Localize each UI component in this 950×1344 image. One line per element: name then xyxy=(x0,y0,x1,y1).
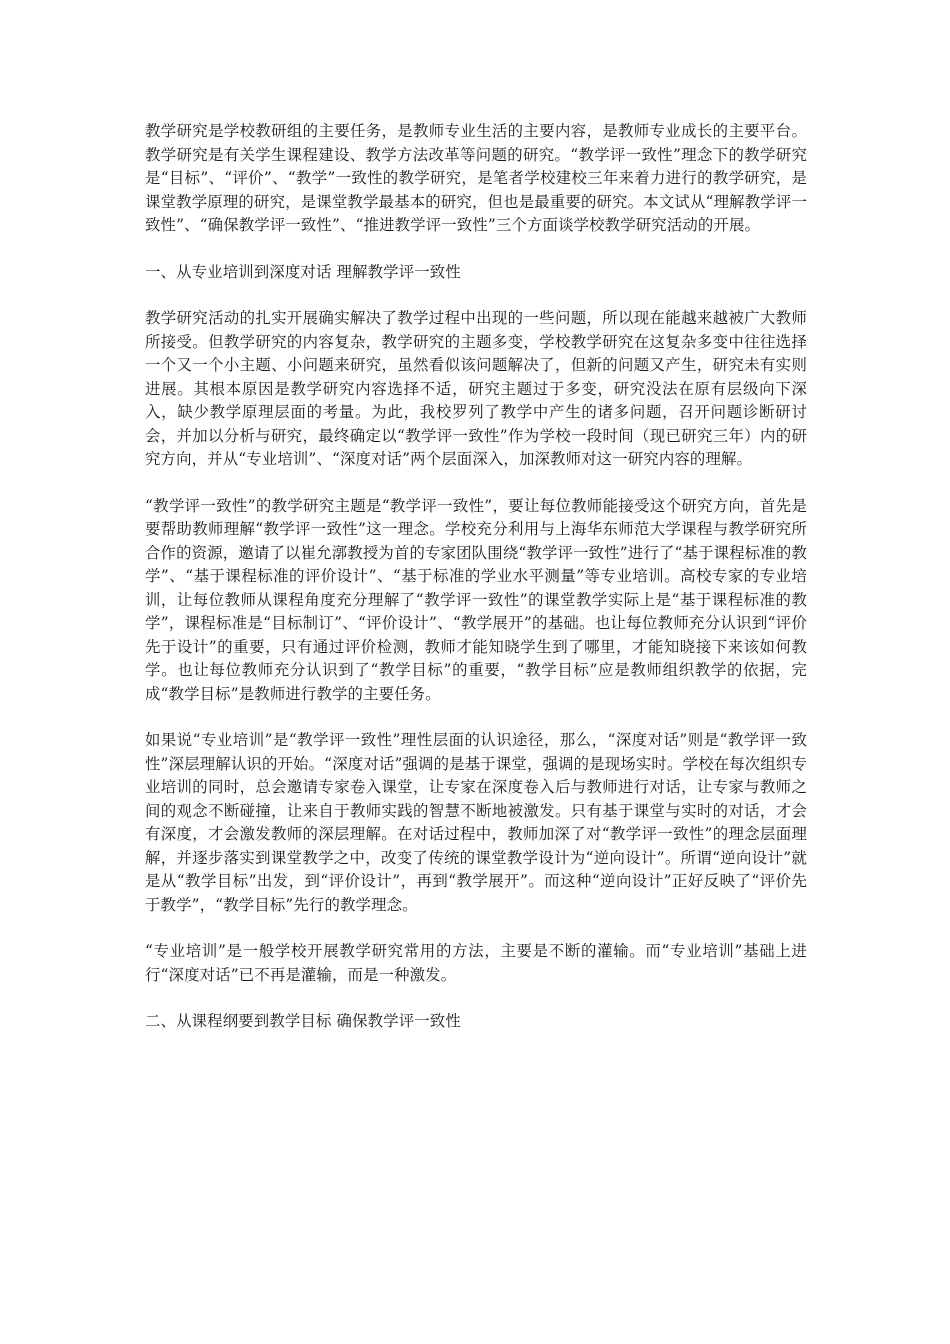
section-1-paragraph-4: “专业培训”是一般学校开展教学研究常用的方法，主要是不断的灌输。而“专业培训”基础上进行“深度对话”已不再是灌输，而是一种激发。 xyxy=(145,942,807,984)
section-1-paragraph-1: 教学研究活动的扎实开展确实解决了教学过程中出现的一些问题，所以现在能越来越被广大教师所接受。但教学研究的内容复杂，教学研究的主题多变，学校教学研究在这复杂多变中往往选择一个又一个小主题、小问题来研究，虽然看似该问题解决了，但新的问题又产生，研究未有实则进展。其根本原因是教学研究内容选择不适，研究主题过于多变，研究没法在原有层级向下深入，缺少教学原理层面的考量。为此，我校罗列了教学中产生的诸多问题，召开问题诊断研讨会，并加以分析与研究，最终确定以“教学评一致性”作为学校一段时间（现已研究三年）内的研究方向，并从“专业培训”、“深度对话”两个层面深入，加深教师对这一研究内容的理解。 xyxy=(145,309,807,468)
section-1-heading: 一、从专业培训到深度对话 理解教学评一致性 xyxy=(145,262,461,281)
section-1-paragraph-2: “教学评一致性”的教学研究主题是“教学评一致性”，要让每位教师能接受这个研究方向，首先是要帮助教师理解“教学评一致性”这一理念。学校充分利用与上海华东师范大学课程与教学研究所合作的资源，邀请了以崔允漷教授为首的专家团队围绕“教学评一致性”进行了“基于课程标准的教学”、“基于课程标准的评价设计”、“基于标准的学业水平测量”等专业培训。高校专家的专业培训，让每位教师从课程角度充分理解了“教学评一致性”的课堂教学实际上是“基于课程标准的教学”，课程标准是“目标制订”、“评价设计”、“教学展开”的基础。也让每位教师充分认识到“评价先于设计”的重要，只有通过评价检测，教师才能知晓学生到了哪里，才能知晓接下来该如何教学。也让每位教师充分认识到了“教学目标”的重要，“教学目标”应是教师组织教学的依据，完成“教学目标”是教师进行教学的主要任务。 xyxy=(145,496,807,703)
document-page xyxy=(145,120,807,1057)
section-2-heading: 二、从课程纲要到教学目标 确保教学评一致性 xyxy=(145,1012,461,1030)
section-1-paragraph-3: 如果说“专业培训”是“教学评一致性”理性层面的认识途径，那么，“深度对话”则是“教学评一致性”深层理解认识的开始。“深度对话”强调的是基于课堂，强调的是现场实时。学校在每次组织专业培训的同时，总会邀请专家卷入课堂，让专家在深度卷入后与教师进行对话，让专家与教师之间的观念不断碰撞，让来自于教师实践的智慧不断地被激发。只有基于课堂与实时的对话，才会有深度，才会激发教师的深层理解。在对话过程中，教师加深了对“教学评一致性”的理念层面理解，并逐步落实到课堂教学之中，改变了传统的课堂教学设计为“逆向设计”。所谓“逆向设计”就是从“教学目标”出发，到“评价设计”，再到“教学展开”。而这种“逆向设计”正好反映了“评价先于教学”，“教学目标”先行的教学理念。 xyxy=(145,731,807,914)
intro-paragraph: 教学研究是学校教研组的主要任务，是教师专业生活的主要内容，是教师专业成长的主要平台。教学研究是有关学生课程建设、教学方法改革等问题的研究。“教学评一致性”理念下的教学研究是“目标”、“评价”、“教学”一致性的教学研究，是笔者学校建校三年来着力进行的教学研究，是课堂教学原理的研究，是课堂教学最基本的研究，但也是最重要的研究。本文试从“理解教学评一致性”、“确保教学评一致性”、“推进教学评一致性”三个方面谈学校教学研究活动的开展。 xyxy=(145,122,807,234)
